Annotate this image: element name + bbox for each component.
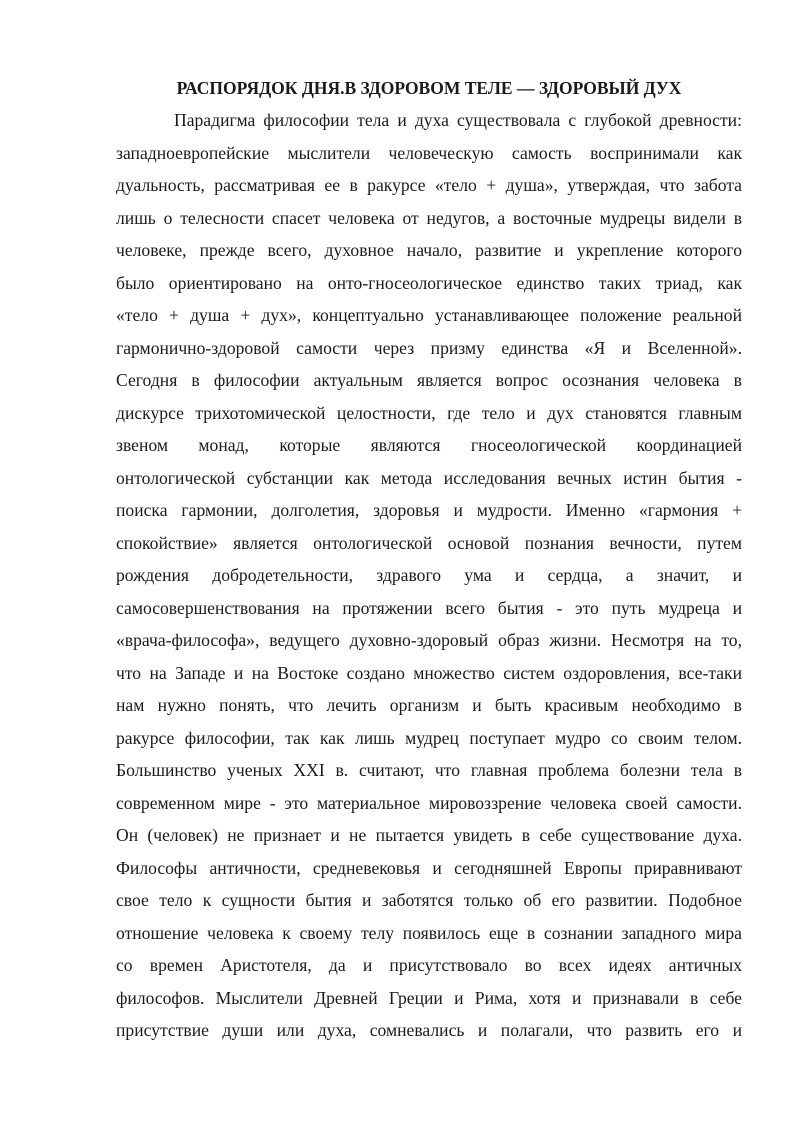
paragraph-line: «врача-философа», ведущего духовно-здоровый образ жизни. Несмотря на то, [116,630,742,650]
paragraph-line: отношение человека к своему телу появилось еще в сознании западного мира [116,922,742,943]
paragraph-line: Большинство ученых XXI в. считают, что главная проблема болезни тела в [116,760,742,780]
paragraph-line: «тело + душа + дух», концептуально устанавливающее положение реальной [116,305,742,325]
paragraph-line: рождения добродетельности, здравого ума и сердца, а значит, и [116,565,742,585]
paragraph-line: человеке, прежде всего, духовное начало, развитие и укрепление которого [116,240,742,260]
paragraph-line: присутствие души или духа, сомневались и полагали, что развить его и [116,1020,742,1040]
paragraph-line: философов. Мыслители Древней Греции и Рима, хотя и признавали в себе [116,987,742,1008]
paragraph-line: дуальность, рассматривая ее в ракурсе «тело + душа», утверждая, что забота [116,175,742,195]
paragraph-line: западноевропейские мыслители человеческую самость воспринимали как [116,142,742,163]
paragraph-line: ракурсе философии, так как лишь мудрец поступает мудро со своим телом. [116,727,742,748]
paragraph-line: поиска гармонии, долголетия, здоровья и мудрости. Именно «гармония + [116,500,742,520]
document-page [116,72,742,1047]
paragraph-line: нам нужно понять, что лечить организм и быть красивым необходимо в [116,695,742,715]
paragraph-line: было ориентировано на онто-гносеологическое единство таких триад, как [116,272,742,293]
paragraph-line: дискурсе трихотомической целостности, где тело и дух становятся главным [116,402,742,423]
paragraph-line: свое тело к сущности бытия и заботятся только об его развитии. Подобное [116,890,742,910]
paragraph-line: Сегодня в философии актуальным является вопрос осознания человека в [116,370,742,390]
paragraph-line: спокойствие» является онтологической основой познания вечности, путем [116,532,742,553]
paragraph-line: онтологической субстанции как метода исследования вечных истин бытия - [116,467,742,488]
document-title: РАСПОРЯДОК ДНЯ.В ЗДОРОВОМ ТЕЛЕ — ЗДОРОВЫЙ ДУХ [176,78,682,98]
paragraph-line: самосовершенствования на протяжении всего бытия - это путь мудреца и [116,597,742,618]
paragraph-line: современном мире - это материальное мировоззрение человека своей самости. [116,792,742,813]
paragraph-line: Он (человек) не признает и не пытается увидеть в себе существование духа. [116,825,742,845]
paragraph-line: звеном монад, которые являются гносеологической координацией [116,435,742,455]
document-body [116,104,742,1047]
paragraph-line: что на Западе и на Востоке создано множество систем оздоровления, все-таки [116,662,742,683]
paragraph-line: лишь о телесности спасет человека от недугов, а восточные мудрецы видели в [116,207,742,228]
paragraph-line: гармонично-здоровой самости через призму единства «Я и Вселенной». [116,337,742,358]
paragraph-line: Философы античности, средневековья и сегодняшней Европы приравнивают [116,857,742,878]
paragraph-line: со времен Аристотеля, да и присутствовало во всех идеях античных [116,955,742,975]
paragraph-line: Парадигма философии тела и духа существовала с глубокой древности: [174,110,742,130]
